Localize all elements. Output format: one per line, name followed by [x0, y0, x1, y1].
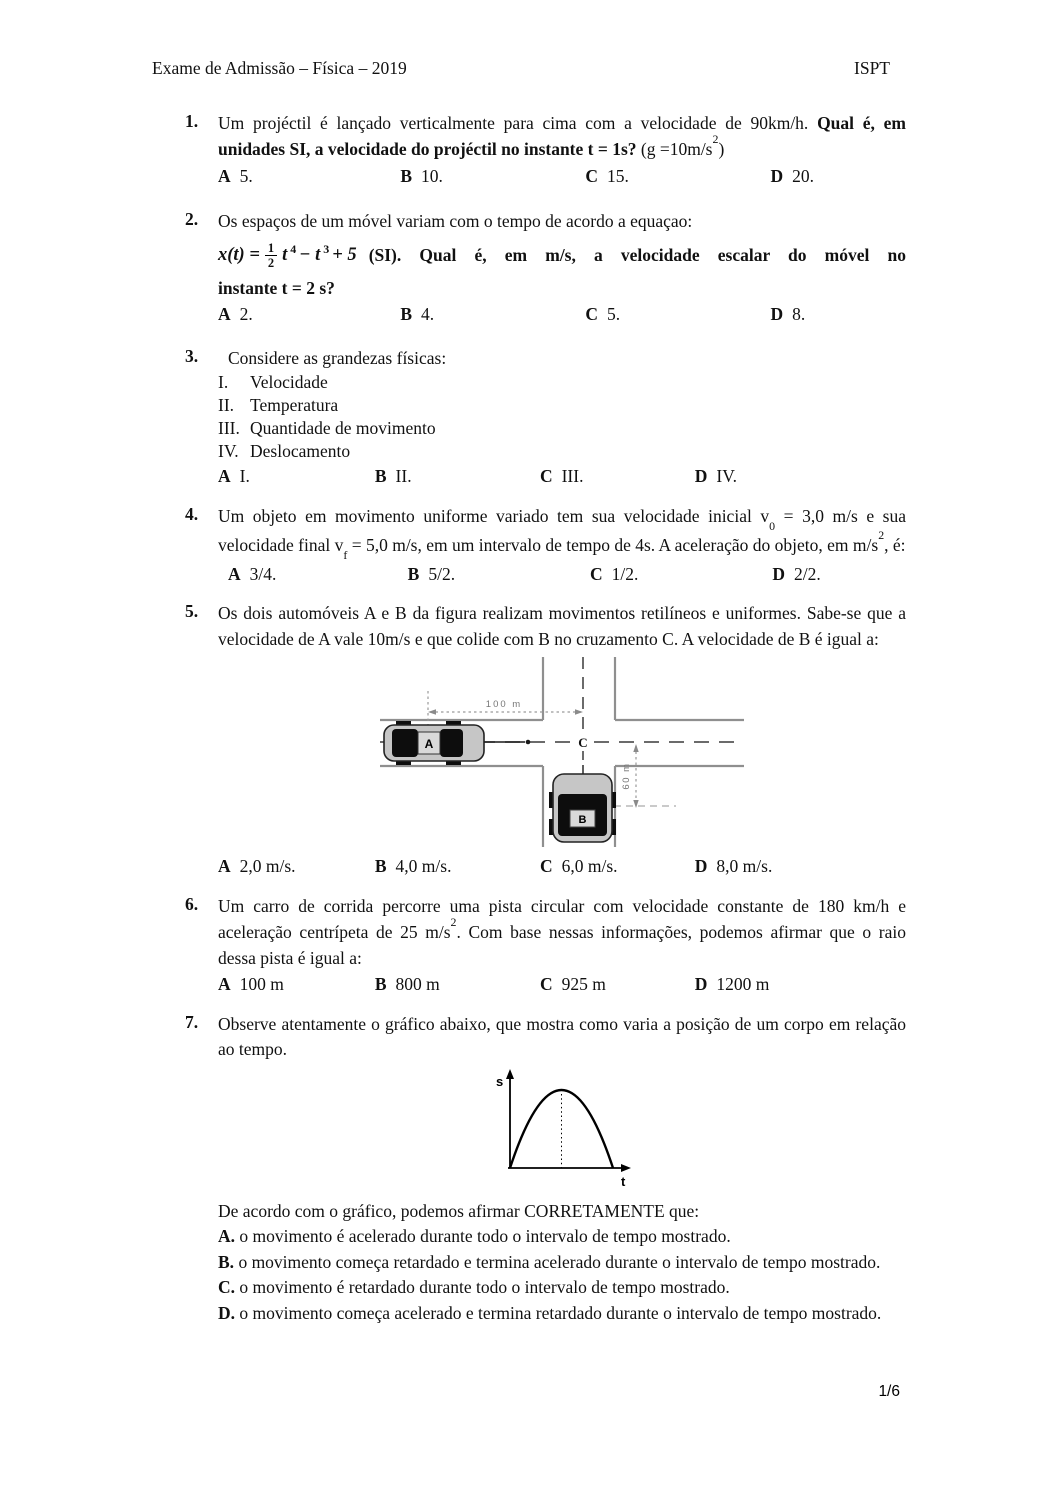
question-stem-line2: instante t = 2 s? — [218, 277, 335, 298]
option-letter: C. — [218, 1277, 236, 1298]
options-row — [218, 464, 906, 489]
option-letter: D. — [218, 1302, 236, 1323]
intersection-diagram — [378, 655, 746, 847]
option-letter: D — [694, 856, 708, 877]
item-label: Temperatura — [250, 395, 339, 416]
option-letter: C — [585, 165, 599, 186]
options-row — [218, 854, 906, 879]
option-text: 20. — [792, 165, 814, 186]
option-a — [218, 164, 400, 189]
option-text: 5. — [607, 304, 621, 325]
superscript: 2 — [712, 132, 719, 147]
question-number: 5. — [185, 601, 199, 622]
y-axis-label: s — [496, 1073, 504, 1089]
option-text: 15. — [607, 165, 629, 186]
option-text: 925 m — [561, 974, 606, 995]
header-title: Exame de Admissão – Física – 2019 — [152, 58, 407, 78]
option-letter: B — [374, 856, 387, 877]
stem-bold-text: (SI). Qual é, em m/s, a velocidade escalar do móvel no — [368, 244, 906, 265]
option-d — [218, 1301, 906, 1326]
fraction-numerator: 1 — [265, 241, 277, 256]
question-1 — [185, 111, 906, 189]
list-item — [218, 371, 906, 394]
question-5 — [185, 601, 906, 879]
option-d — [770, 164, 906, 189]
option-text: 6,0 m/s. — [561, 856, 618, 877]
option-text: o movimento começa retardado e termina acelerado durante o intervalo de tempo mostrado. — [238, 1251, 881, 1272]
option-text: 2. — [239, 304, 253, 325]
option-text: 1200 m — [716, 974, 770, 995]
option-text: 1/2. — [611, 563, 639, 584]
option-letter: C — [539, 856, 553, 877]
stem-text: = 5,0 m/s, em um intervalo de tempo de 4s. A aceleração do objeto, em m/s — [347, 535, 879, 556]
option-d — [695, 464, 906, 489]
option-c — [540, 972, 695, 997]
stem-text: . Com base nessas informações, podemos afirmar que o raio dessa pista é igual a: — [218, 922, 906, 968]
option-c — [540, 854, 695, 879]
option-letter: A. — [218, 1226, 236, 1247]
exponent: 4 — [290, 241, 297, 256]
intersection-figure — [378, 655, 906, 852]
position-time-graph — [495, 1068, 906, 1197]
option-letter: A — [218, 465, 231, 486]
option-letter: B — [400, 165, 412, 186]
stem-text: Um carro de corrida percorre uma pista circular com velocidade constante de 180 km/h e aceleração centrípeta de 25 m/s — [218, 895, 906, 943]
option-d — [695, 972, 906, 997]
option-text: 100 m — [239, 974, 284, 995]
option-letter: C — [539, 465, 553, 486]
option-letter: B — [400, 304, 412, 325]
option-letter: C — [590, 563, 603, 584]
option-text: 5/2. — [428, 563, 456, 584]
option-text: 4,0 m/s. — [395, 856, 452, 877]
question-number: 1. — [185, 111, 199, 131]
distance-60m — [614, 744, 676, 808]
option-text: o movimento começa acelerado e termina retardado durante o intervalo de tempo mostrado. — [239, 1302, 882, 1323]
question-6 — [185, 894, 906, 998]
option-text: II. — [395, 465, 412, 486]
fraction — [265, 241, 277, 270]
option-b — [375, 854, 540, 879]
question-3 — [185, 346, 906, 490]
item-label: Quantidade de movimento — [250, 418, 436, 439]
question-stem: Considere as grandezas físicas: — [228, 347, 447, 368]
stem-text: (g =10m/s — [640, 139, 713, 160]
equation-term: + 5 — [332, 244, 357, 265]
option-letter: C — [585, 304, 599, 325]
roman-numeral: I. — [218, 372, 229, 393]
option-c — [218, 1275, 906, 1300]
question-stem: Os espaços de um móvel variam com o tempo de acordo a equaçao: — [218, 211, 693, 232]
option-letter: B. — [218, 1251, 235, 1272]
fraction-denominator: 2 — [267, 255, 275, 270]
question-stem — [218, 894, 906, 971]
question-number: 3. — [185, 345, 199, 366]
question-number: 2. — [185, 209, 199, 230]
option-letter: D — [694, 465, 708, 486]
option-text: 8. — [792, 304, 806, 325]
option-d — [695, 854, 906, 879]
subscript: f — [343, 547, 348, 562]
option-d — [772, 562, 906, 587]
option-letter: D — [694, 974, 708, 995]
question-stem: Observe atentamente o gráfico abaixo, que mostra como varia a posição de um corpo em relação ao tempo. — [218, 1013, 906, 1060]
roman-numeral: IV. — [218, 440, 239, 461]
option-b — [400, 302, 585, 327]
option-c — [540, 464, 695, 489]
subscript: 0 — [769, 519, 776, 534]
question-4 — [185, 504, 906, 587]
car-a-label: A — [424, 737, 434, 752]
stem-text: = 3,0 m/s e sua velocidade final v — [218, 506, 907, 556]
question-stem: Os dois automóveis A e B da figura realizam movimentos retilíneos e uniformes. Sabe-se que a velocidade de A vale 10m/s e que colide com B no cruzamento C. A velocidade de B é igual a: — [218, 603, 906, 649]
question-7 — [185, 1012, 906, 1326]
option-text: o movimento é acelerado durante todo o intervalo de tempo mostrado. — [239, 1226, 731, 1247]
option-text: 5. — [239, 165, 253, 186]
exponent: 3 — [323, 241, 330, 256]
equation-line — [218, 235, 906, 276]
car-b-label: B — [578, 814, 587, 827]
option-letter: B — [374, 465, 387, 486]
crossing-label: C — [578, 735, 588, 751]
option-letter: A — [218, 304, 231, 325]
option-c — [585, 302, 770, 327]
option-text: 4. — [421, 304, 435, 325]
option-text: o movimento é retardado durante todo o intervalo de tempo mostrado. — [239, 1277, 730, 1298]
option-a — [218, 854, 375, 879]
question-stem — [218, 111, 906, 163]
page-number: 1/6 — [878, 1383, 900, 1400]
option-a — [218, 464, 375, 489]
equation-lhs: x(t) = — [218, 244, 260, 265]
option-b — [218, 1250, 906, 1275]
header-institution: ISPT — [854, 58, 890, 78]
option-b — [400, 164, 585, 189]
option-text: IV. — [716, 465, 737, 486]
equation-term: t — [282, 244, 288, 265]
question-lead: De acordo com o gráfico, podemos afirmar CORRETAMENTE que: — [218, 1200, 700, 1221]
stem-text: , é: — [884, 535, 906, 556]
options-row — [218, 562, 906, 587]
option-text: 3/4. — [249, 563, 277, 584]
question-number: 7. — [185, 1011, 199, 1032]
option-text: III. — [561, 465, 584, 486]
car-a — [384, 721, 484, 765]
list-item — [218, 440, 906, 463]
item-label: Velocidade — [250, 372, 328, 393]
option-letter: A — [218, 165, 231, 186]
list-item — [218, 417, 906, 440]
position-time-graph-svg — [495, 1068, 635, 1192]
option-c — [585, 164, 770, 189]
car-a-direction-arrow — [484, 740, 530, 745]
option-text: 2/2. — [794, 563, 821, 584]
option-letter: B — [374, 974, 387, 995]
option-text: 8,0 m/s. — [716, 856, 773, 877]
stem-text: Um objeto em movimento uniforme variado tem sua velocidade inicial v — [218, 506, 770, 527]
option-letter: D — [770, 304, 784, 325]
equation-term: − t — [299, 244, 321, 265]
question-number: 4. — [185, 504, 199, 525]
options-row — [218, 302, 906, 327]
option-a — [218, 302, 400, 327]
option-text: I. — [239, 465, 250, 486]
option-text: 800 m — [395, 974, 440, 995]
option-a — [228, 562, 408, 587]
option-letter: A — [228, 563, 241, 584]
distance-60m-label: 60 m — [621, 762, 632, 790]
distance-100m-label: 100 m — [485, 699, 523, 711]
option-text: 2,0 m/s. — [239, 856, 296, 877]
question-2 — [185, 209, 906, 327]
option-b — [408, 562, 590, 587]
option-c — [590, 562, 772, 587]
option-text: 10. — [421, 165, 443, 186]
option-a — [218, 972, 375, 997]
option-letter: A — [218, 856, 231, 877]
stem-bold-text: Qual é, em unidades SI, a velocidade do projéctil no instante t = 1s? — [218, 113, 906, 160]
option-b — [375, 464, 540, 489]
page-header — [0, 0, 1058, 79]
item-label: Deslocamento — [250, 440, 351, 461]
option-letter: C — [539, 974, 553, 995]
x-axis-label: t — [621, 1173, 626, 1189]
option-letter: D — [772, 563, 786, 584]
question-stem — [218, 504, 906, 561]
option-a — [218, 1224, 906, 1249]
roman-numeral: II. — [218, 395, 235, 416]
stem-text: ) — [718, 139, 725, 160]
stem-text: Um projéctil é lançado verticalmente para cima com a velocidade de 90km/h. — [218, 113, 818, 133]
option-letter: D — [770, 165, 784, 186]
options-row — [218, 972, 906, 997]
superscript: 2 — [878, 527, 885, 542]
equation — [218, 241, 357, 270]
option-letter: B — [407, 563, 420, 584]
option-d — [770, 302, 906, 327]
superscript: 2 — [450, 914, 457, 929]
question-number: 6. — [185, 893, 199, 914]
exam-content — [0, 111, 1058, 1326]
car-b — [549, 774, 616, 842]
roman-numeral: III. — [218, 418, 240, 439]
option-b — [375, 972, 540, 997]
option-letter: A — [218, 974, 231, 995]
list-item — [218, 394, 906, 417]
options-row — [218, 164, 906, 189]
